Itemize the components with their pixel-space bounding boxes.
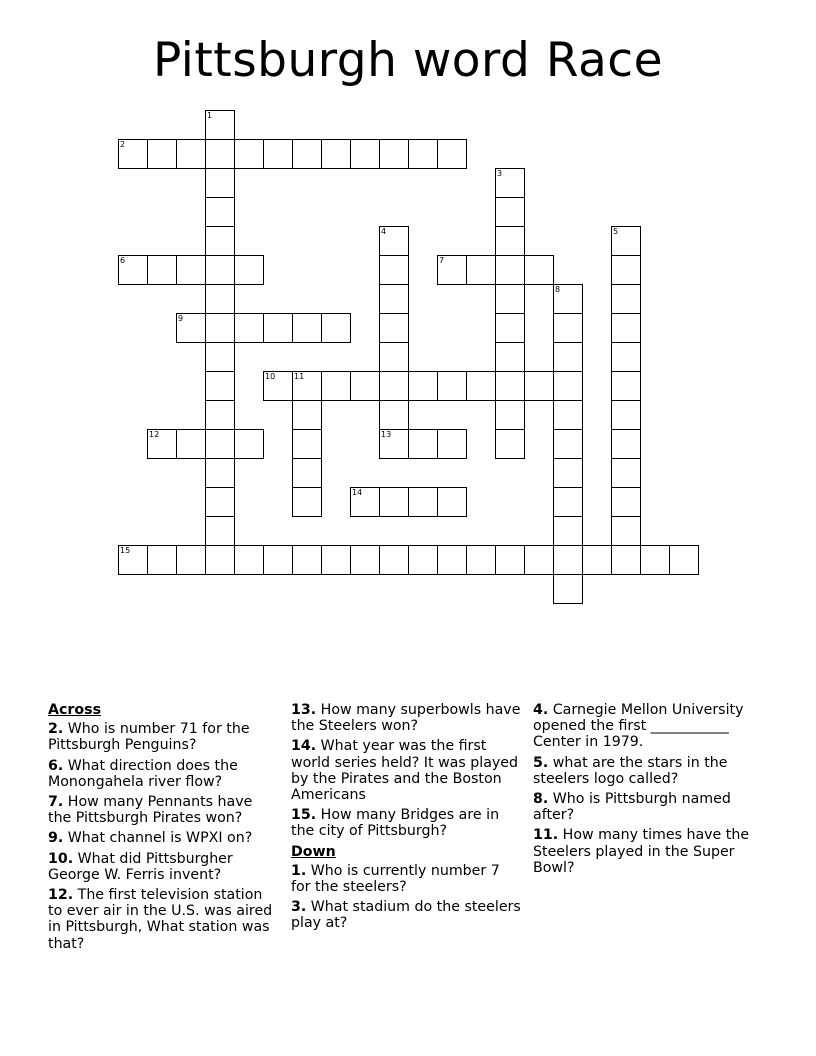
clue-number: 5. bbox=[533, 754, 549, 771]
grid-cell[interactable] bbox=[147, 429, 177, 459]
grid-cell[interactable] bbox=[495, 342, 525, 372]
grid-cell[interactable] bbox=[611, 342, 641, 372]
clue-down-4 bbox=[533, 702, 773, 751]
clues-column-3 bbox=[533, 702, 773, 880]
clue-across-10 bbox=[48, 851, 280, 883]
grid-cell[interactable] bbox=[495, 313, 525, 343]
grid-cell[interactable] bbox=[205, 487, 235, 517]
grid-cell[interactable] bbox=[147, 545, 177, 575]
grid-cell[interactable] bbox=[292, 313, 322, 343]
grid-cell[interactable] bbox=[495, 197, 525, 227]
clue-number-label: 4 bbox=[381, 227, 387, 236]
clue-text: How many Bridges are in the city of Pittsburgh? bbox=[291, 807, 500, 840]
grid-cell[interactable] bbox=[553, 313, 583, 343]
clue-number: 9. bbox=[48, 830, 64, 847]
grid-cell[interactable] bbox=[553, 516, 583, 546]
clue-number-label: 7 bbox=[439, 256, 445, 265]
clue-number-label: 3 bbox=[497, 169, 503, 178]
clue-text: The first television station to ever air in the U.S. was aired in Pittsburgh, What station was that? bbox=[48, 887, 273, 952]
grid-cell[interactable] bbox=[234, 255, 264, 285]
clue-number-label: 5 bbox=[613, 227, 619, 236]
clue-down-5 bbox=[533, 755, 773, 787]
clue-number-label: 11 bbox=[294, 372, 305, 381]
clue-across-13 bbox=[291, 702, 523, 734]
grid-cell[interactable] bbox=[553, 429, 583, 459]
clue-number: 8. bbox=[533, 791, 549, 808]
grid-cell[interactable] bbox=[379, 429, 409, 459]
clue-down-3 bbox=[291, 899, 523, 931]
grid-cell[interactable] bbox=[553, 487, 583, 517]
clue-number-label: 13 bbox=[381, 430, 392, 439]
clue-number-label: 10 bbox=[265, 372, 276, 381]
grid-cell[interactable] bbox=[234, 429, 264, 459]
grid-cell[interactable] bbox=[553, 342, 583, 372]
grid-cell[interactable] bbox=[379, 400, 409, 430]
grid-cell[interactable] bbox=[205, 110, 235, 140]
grid-cell[interactable] bbox=[205, 255, 235, 285]
grid-cell[interactable] bbox=[553, 371, 583, 401]
grid-cell[interactable] bbox=[466, 371, 496, 401]
grid-cell[interactable] bbox=[205, 168, 235, 198]
grid-cell[interactable] bbox=[379, 342, 409, 372]
clue-number-label: 8 bbox=[555, 285, 561, 294]
grid-cell[interactable] bbox=[408, 371, 438, 401]
grid-cell[interactable] bbox=[408, 139, 438, 169]
grid-cell[interactable] bbox=[118, 545, 148, 575]
grid-cell[interactable] bbox=[147, 255, 177, 285]
grid-cell[interactable] bbox=[176, 429, 206, 459]
clue-number-label: 15 bbox=[120, 546, 131, 555]
grid-cell[interactable] bbox=[205, 313, 235, 343]
clue-number: 7. bbox=[48, 794, 64, 811]
grid-cell[interactable] bbox=[205, 400, 235, 430]
clue-text: What channel is WPXI on? bbox=[63, 830, 253, 847]
grid-cell[interactable] bbox=[321, 371, 351, 401]
clue-text: Who is number 71 for the Pittsburgh Penguins? bbox=[48, 721, 250, 754]
grid-cell[interactable] bbox=[350, 371, 380, 401]
grid-cell[interactable] bbox=[379, 255, 409, 285]
clue-text: Carnegie Mellon University opened the first ___________ Center in 1979. bbox=[533, 702, 744, 751]
clue-text: What did Pittsburgher George W. Ferris invent? bbox=[48, 850, 233, 883]
grid-cell[interactable] bbox=[611, 516, 641, 546]
grid-cell[interactable] bbox=[611, 284, 641, 314]
grid-cell[interactable] bbox=[437, 429, 467, 459]
grid-cell[interactable] bbox=[611, 429, 641, 459]
grid-cell[interactable] bbox=[292, 487, 322, 517]
clue-text: How many Pennants have the Pittsburgh Pirates won? bbox=[48, 794, 253, 827]
grid-cell[interactable] bbox=[524, 371, 554, 401]
clue-text: How many superbowls have the Steelers won? bbox=[291, 702, 521, 735]
grid-cell[interactable] bbox=[611, 255, 641, 285]
grid-cell[interactable] bbox=[437, 545, 467, 575]
clue-across-7 bbox=[48, 794, 280, 826]
clue-text: What direction does the Monongahela river flow? bbox=[48, 757, 238, 790]
clue-number: 10. bbox=[48, 850, 74, 867]
clue-number: 4. bbox=[533, 702, 549, 718]
grid-cell[interactable] bbox=[611, 545, 641, 575]
grid-cell[interactable] bbox=[263, 371, 293, 401]
grid-cell[interactable] bbox=[553, 545, 583, 575]
grid-cell[interactable] bbox=[205, 458, 235, 488]
grid-cell[interactable] bbox=[379, 313, 409, 343]
grid-cell[interactable] bbox=[350, 487, 380, 517]
grid-cell[interactable] bbox=[379, 545, 409, 575]
grid-cell[interactable] bbox=[495, 284, 525, 314]
grid-cell[interactable] bbox=[176, 545, 206, 575]
clue-number: 12. bbox=[48, 887, 74, 904]
grid-cell[interactable] bbox=[466, 255, 496, 285]
grid-cell[interactable] bbox=[524, 545, 554, 575]
grid-cell[interactable] bbox=[321, 139, 351, 169]
grid-cell[interactable] bbox=[495, 371, 525, 401]
grid-cell[interactable] bbox=[292, 429, 322, 459]
grid-cell[interactable] bbox=[205, 197, 235, 227]
grid-cell[interactable] bbox=[176, 313, 206, 343]
clue-number: 1. bbox=[291, 862, 307, 879]
clue-number-label: 2 bbox=[120, 140, 126, 149]
grid-cell[interactable] bbox=[408, 545, 438, 575]
grid-cell[interactable] bbox=[437, 487, 467, 517]
clue-text: what are the stars in the steelers logo called? bbox=[533, 754, 728, 787]
page-title: Pittsburgh word Race bbox=[152, 33, 664, 88]
grid-cell[interactable] bbox=[408, 429, 438, 459]
grid-cell[interactable] bbox=[495, 400, 525, 430]
grid-cell[interactable] bbox=[263, 313, 293, 343]
grid-cell[interactable] bbox=[118, 255, 148, 285]
grid-cell[interactable] bbox=[611, 226, 641, 256]
grid-cell[interactable] bbox=[379, 139, 409, 169]
grid-cell[interactable] bbox=[669, 545, 699, 575]
clue-number-label: 6 bbox=[120, 256, 126, 265]
grid-cell[interactable] bbox=[495, 226, 525, 256]
clue-across-15 bbox=[291, 807, 523, 839]
grid-cell[interactable] bbox=[495, 255, 525, 285]
clues-column-2 bbox=[291, 702, 523, 936]
grid-cell[interactable] bbox=[437, 139, 467, 169]
grid-cell[interactable] bbox=[553, 284, 583, 314]
clue-text: How many times have the Steelers played in the Super Bowl? bbox=[533, 827, 750, 876]
clue-across-2 bbox=[48, 721, 280, 753]
grid-cell[interactable] bbox=[379, 284, 409, 314]
clue-number-label: 14 bbox=[352, 488, 363, 497]
grid-cell[interactable] bbox=[292, 458, 322, 488]
clue-number-label: 1 bbox=[207, 111, 213, 120]
grid-cell[interactable] bbox=[379, 371, 409, 401]
grid-cell[interactable] bbox=[466, 545, 496, 575]
grid-cell[interactable] bbox=[495, 545, 525, 575]
down-heading: Down bbox=[291, 843, 336, 860]
grid-cell[interactable] bbox=[582, 545, 612, 575]
clue-number: 14. bbox=[291, 738, 317, 755]
clue-number: 11. bbox=[533, 827, 559, 844]
grid-cell[interactable] bbox=[437, 371, 467, 401]
grid-cell[interactable] bbox=[292, 371, 322, 401]
clue-number-label: 9 bbox=[178, 314, 184, 323]
grid-cell[interactable] bbox=[611, 371, 641, 401]
clue-across-6 bbox=[48, 758, 280, 790]
grid-cell[interactable] bbox=[205, 429, 235, 459]
grid-cell[interactable] bbox=[234, 139, 264, 169]
grid-cell[interactable] bbox=[611, 487, 641, 517]
grid-cell[interactable] bbox=[176, 139, 206, 169]
grid-cell[interactable] bbox=[611, 458, 641, 488]
grid-cell[interactable] bbox=[408, 487, 438, 517]
grid-cell[interactable] bbox=[379, 487, 409, 517]
grid-cell[interactable] bbox=[234, 545, 264, 575]
grid-cell[interactable] bbox=[205, 545, 235, 575]
clue-across-9 bbox=[48, 830, 280, 846]
grid-cell[interactable] bbox=[205, 139, 235, 169]
grid-cell[interactable] bbox=[205, 342, 235, 372]
grid-cell[interactable] bbox=[118, 139, 148, 169]
grid-cell[interactable] bbox=[176, 255, 206, 285]
grid-cell[interactable] bbox=[234, 313, 264, 343]
grid-cell[interactable] bbox=[321, 545, 351, 575]
grid-cell[interactable] bbox=[553, 400, 583, 430]
grid-cell[interactable] bbox=[292, 545, 322, 575]
clue-down-1 bbox=[291, 863, 523, 895]
grid-cell[interactable] bbox=[205, 516, 235, 546]
grid-cell[interactable] bbox=[640, 545, 670, 575]
clue-down-11 bbox=[533, 827, 773, 876]
clue-number: 13. bbox=[291, 702, 317, 718]
clue-across-14 bbox=[291, 738, 523, 803]
grid-cell[interactable] bbox=[321, 313, 351, 343]
grid-cell[interactable] bbox=[495, 429, 525, 459]
clue-number: 15. bbox=[291, 807, 317, 824]
clues-column-1 bbox=[48, 702, 280, 956]
grid-cell[interactable] bbox=[611, 400, 641, 430]
grid-cell[interactable] bbox=[205, 226, 235, 256]
grid-cell[interactable] bbox=[263, 545, 293, 575]
grid-cell[interactable] bbox=[350, 139, 380, 169]
clue-text: Who is currently number 7 for the steelers? bbox=[291, 862, 500, 896]
grid-cell[interactable] bbox=[263, 139, 293, 169]
clue-number-label: 12 bbox=[149, 430, 160, 439]
grid-cell[interactable] bbox=[147, 139, 177, 169]
clue-text: What year was the first world series held? It was played by the Pirates and the Boston Americans bbox=[291, 738, 519, 804]
clue-across-12 bbox=[48, 887, 280, 952]
clue-down-8 bbox=[533, 791, 773, 823]
grid-cell[interactable] bbox=[205, 284, 235, 314]
grid-cell[interactable] bbox=[611, 313, 641, 343]
clue-text: What stadium do the steelers play at? bbox=[291, 899, 521, 932]
grid-cell[interactable] bbox=[379, 226, 409, 256]
grid-cell[interactable] bbox=[553, 574, 583, 604]
clue-number: 3. bbox=[291, 899, 307, 916]
grid-cell[interactable] bbox=[553, 458, 583, 488]
grid-cell[interactable] bbox=[205, 371, 235, 401]
grid-cell[interactable] bbox=[292, 400, 322, 430]
grid-cell[interactable] bbox=[524, 255, 554, 285]
grid-cell[interactable] bbox=[495, 168, 525, 198]
grid-cell[interactable] bbox=[350, 545, 380, 575]
grid-cell[interactable] bbox=[292, 139, 322, 169]
across-heading: Across bbox=[48, 702, 102, 718]
clue-text: Who is Pittsburgh named after? bbox=[533, 791, 731, 824]
clue-number: 2. bbox=[48, 721, 64, 738]
clue-number: 6. bbox=[48, 757, 64, 774]
grid-cell[interactable] bbox=[437, 255, 467, 285]
